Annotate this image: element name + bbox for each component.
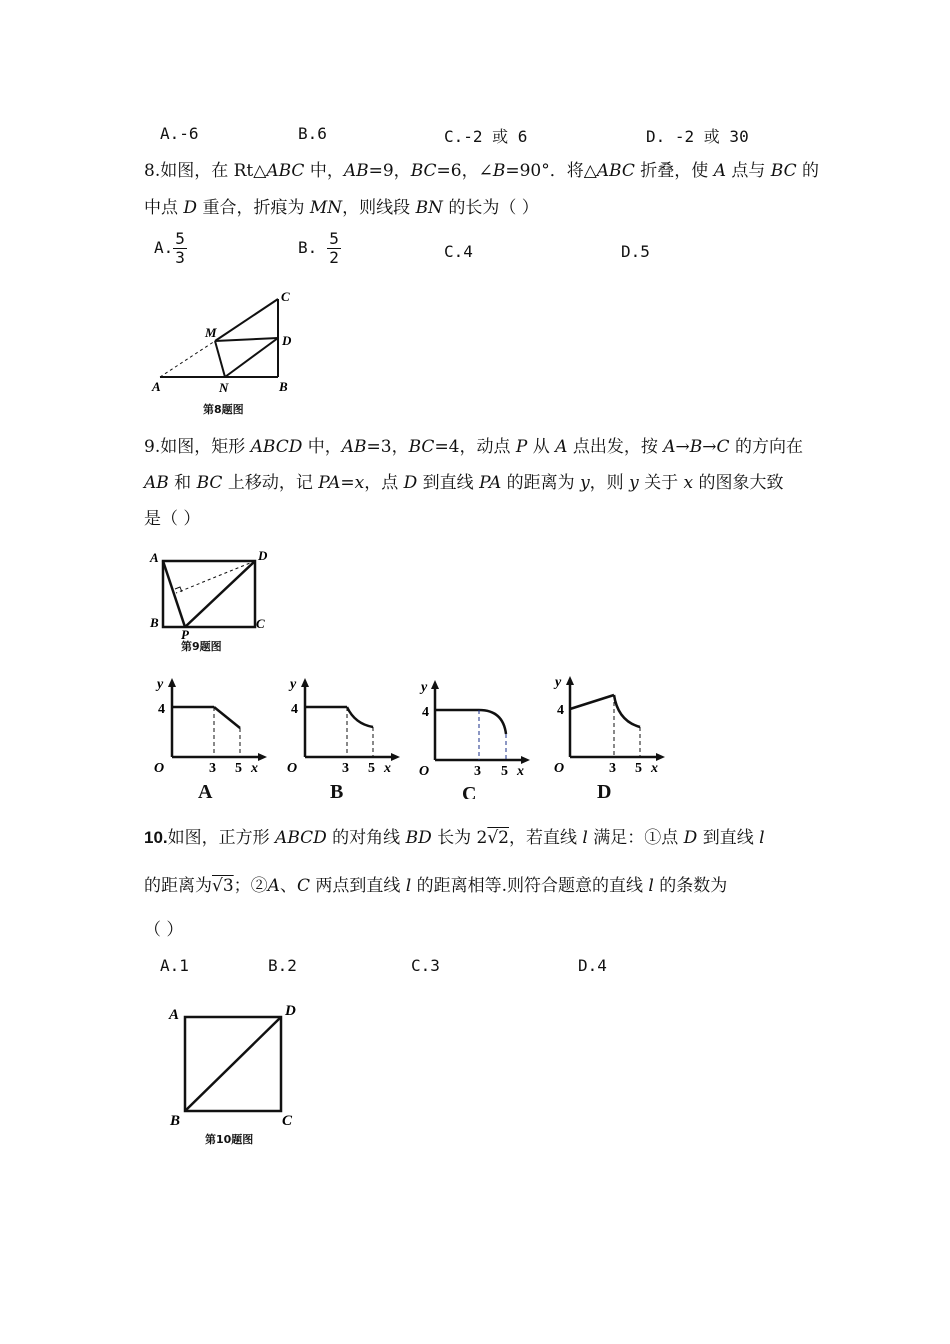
q9-figure xyxy=(145,545,280,640)
graph-d-four: 4 xyxy=(557,703,564,718)
graph-d-three: 3 xyxy=(609,761,616,776)
q10-option-b: B.2 xyxy=(268,956,297,975)
graph-a-y: y xyxy=(157,677,164,692)
graph-a-x: x xyxy=(251,761,258,776)
graph-a-origin: O xyxy=(154,761,165,776)
q10-option-c: C.3 xyxy=(411,956,440,975)
q10-line3: （ ） xyxy=(144,920,184,940)
graph-a-five: 5 xyxy=(235,761,242,776)
graph-b-label: B xyxy=(330,781,344,803)
graph-c-three: 3 xyxy=(474,764,481,779)
graph-d-x: x xyxy=(651,761,658,776)
q10-figure xyxy=(160,995,310,1130)
q9-line2: AB 和 BC 上移动，记 PA=x，点 D 到直线 PA 的距离为 y，则 y 关于 x 的图象大致 xyxy=(144,473,784,493)
q10-line1: 10.如图，正方形 ABCD 的对角线 BD 长为 2√2，若直线 l 满足：①点 D 到直线 l xyxy=(144,828,765,848)
q10-label-c: C xyxy=(282,1113,293,1129)
q9-caption: 第9题图 xyxy=(181,640,222,653)
q9-graph-d xyxy=(550,668,670,783)
q8-line2: 中点 D 重合，折痕为 MN，则线段 BN 的长为（ ） xyxy=(144,198,539,218)
q9-line1: 9.如图，矩形 ABCD 中，AB=3，BC=4，动点 P 从 A 点出发，按 A→B→C 的方向在 xyxy=(144,437,803,457)
q9-label-a: A xyxy=(150,550,159,565)
q9-label-c: C xyxy=(256,616,265,631)
graph-d-label: D xyxy=(597,781,612,803)
q8-option-c: C.4 xyxy=(444,242,473,261)
graph-b-y: y xyxy=(290,677,297,692)
graph-d-five: 5 xyxy=(635,761,642,776)
graph-d-y: y xyxy=(555,675,562,690)
q8-option-b: B. $\frac{5}{2}$ xyxy=(298,229,339,267)
q7-option-c: C.-2 或 6 xyxy=(444,127,528,146)
q9-label-d: D xyxy=(258,548,268,563)
graph-b-five: 5 xyxy=(368,761,375,776)
graph-c-five: 5 xyxy=(501,764,508,779)
q8-caption: 第8题图 xyxy=(203,403,244,416)
graph-b-three: 3 xyxy=(342,761,349,776)
q10-line2: 的距离为√3；②A、C 两点到直线 l 的距离相等.则符合题意的直线 l 的条数为 xyxy=(144,876,728,896)
q8-label-a: A xyxy=(152,379,161,394)
graph-b-x: x xyxy=(384,761,391,776)
graph-c-label: C xyxy=(462,783,477,799)
q8-figure xyxy=(145,285,310,420)
graph-a-four: 4 xyxy=(158,702,165,717)
q7-option-d: D. -2 或 30 xyxy=(646,127,749,146)
q10-label-d: D xyxy=(285,1003,296,1019)
q8-label-b: B xyxy=(279,379,288,394)
q9-label-p: P xyxy=(181,627,189,640)
graph-b-origin: O xyxy=(287,761,298,776)
graph-b-four: 4 xyxy=(291,702,298,717)
q7-option-b: B.6 xyxy=(298,124,327,143)
graph-d-origin: O xyxy=(554,761,565,776)
q10-option-d: D.4 xyxy=(578,956,607,975)
q10-label-a: A xyxy=(169,1007,180,1023)
q10-label-b: B xyxy=(170,1113,181,1129)
q9-graph-c xyxy=(413,672,538,782)
graph-c-y: y xyxy=(421,680,428,695)
q10-caption: 第10题图 xyxy=(205,1133,254,1146)
q8-option-a: A. $\frac{5}{3}$ xyxy=(154,229,185,267)
q8-option-d: D.5 xyxy=(621,242,650,261)
graph-c-origin: O xyxy=(419,764,430,779)
q8-label-n: N xyxy=(219,380,229,395)
graph-a-label: A xyxy=(198,781,213,803)
graph-c-x: x xyxy=(517,764,524,779)
q8-label-d: D xyxy=(282,333,292,348)
q8-label-c: C xyxy=(281,289,290,304)
q10-option-a: A.1 xyxy=(160,956,189,975)
q9-line3: 是（ ） xyxy=(144,509,201,529)
q7-option-a: A.-6 xyxy=(160,124,199,143)
q9-graph-b xyxy=(283,672,403,782)
q9-label-b: B xyxy=(150,615,159,630)
graph-a-three: 3 xyxy=(209,761,216,776)
q8-line1: 8.如图，在 Rt△ABC 中，AB=9，BC=6，∠B=90°．将△ABC 折叠，使 A 点与 BC 的 xyxy=(144,161,820,181)
q8-label-m: M xyxy=(205,325,217,340)
graph-c-four: 4 xyxy=(422,705,429,720)
q9-graph-a xyxy=(150,672,270,782)
